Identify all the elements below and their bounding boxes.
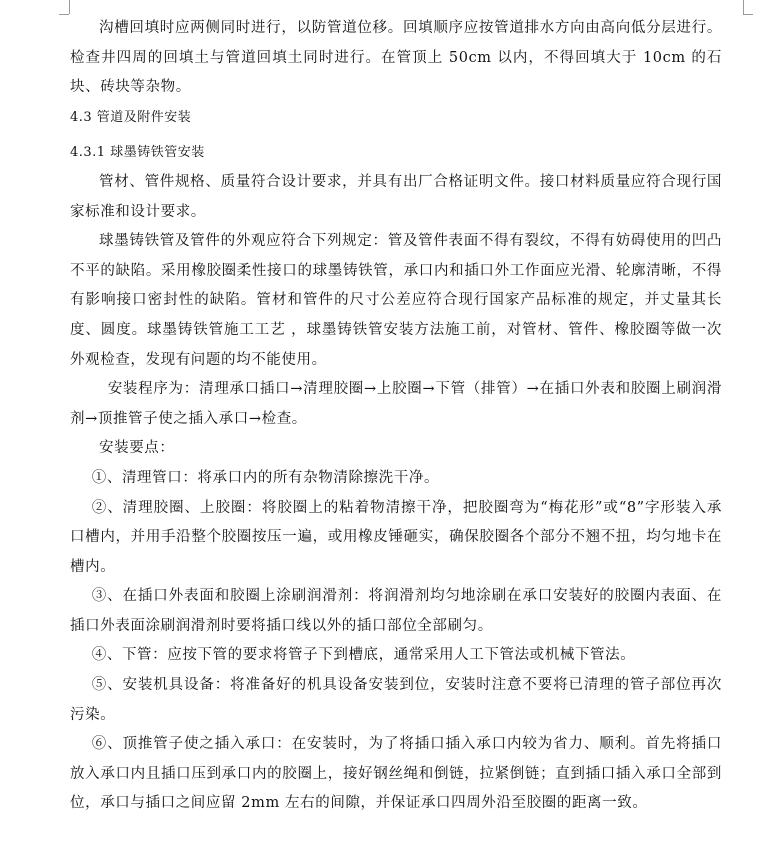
section-heading-4-3-1: 4.3.1 球墨铸铁管安装: [70, 145, 205, 161]
paragraph-appearance: 球墨铸铁管及管件的外观应符合下列规定：管及管件表面不得有裂纹，不得有妨碍使用的凹凸不平的缺陷。采用橡胶圈柔性接口的球墨铸铁管，承口内和插口外工作面应光滑、轮廓清晰，不得有影响接口密封性的缺陷。管材和管件的尺寸公差应符合现行国家产品标准的规定，并丈量其长度、圆度。球墨铸铁管施工工艺 ，球墨铸铁管安装方法施工前，对管材、管件、橡胶圈等做一次外观检查，发现有问题的均不能使用。: [70, 233, 722, 368]
list-item-3: ③、在插口外表面和胶圈上涂刷润滑剂：将润滑剂均匀地涂刷在承口安装好的胶圈内表面、在插口外表面涂刷润滑剂时要将插口线以外的插口部位全部刷匀。: [70, 588, 722, 634]
margin-corner-mark-left-h: [59, 14, 69, 15]
list-item-4: ④、下管：应按下管的要求将管子下到槽底，通常采用人工下管法或机械下管法。: [91, 647, 636, 664]
list-item-6: ⑥、顶推管子使之插入承口：在安装时，为了将插口插入承口内较为省力、顺利。首先将插口放入承口内且插口压到承口内的胶圈上，接好钢丝绳和倒链，拉紧倒链；直到插口插入承口全部到位，承口与插口之间应留 2mm 左右的间隙，并保证承口四周外沿至胶圈的距离一致。: [70, 736, 722, 812]
paragraph-backfill: 沟槽回填时应两侧同时进行，以防管道位移。回填顺序应按管道排水方向由高向低分层进行。检查井四周的回填土与管道回填土同时进行。在管顶上 50cm 以内，不得回填大于 10cm 的石块、砖块等杂物。: [70, 20, 722, 96]
margin-corner-mark-left: [69, 0, 70, 14]
document-body: [70, 14, 722, 819]
section-heading-4-3: 4.3 管道及附件安装: [70, 109, 192, 125]
margin-corner-mark-right-h: [743, 14, 753, 15]
paragraph-key-points: 安装要点：: [99, 440, 175, 457]
paragraph-materials: 管材、管件规格、质量符合设计要求，并具有出厂合格证明文件。接口材料质量应符合现行国家标准和设计要求。: [70, 173, 722, 220]
paragraph-procedure: 安装程序为：清理承口插口→清理胶圈→上胶圈→下管（排管）→在插口外表和胶圈上刷润滑剂→顶推管子使之插入承口→检查。: [70, 381, 722, 427]
list-item-5: ⑤、安装机具设备：将准备好的机具设备安装到位，安装时注意不要将已清理的管子部位再次污染。: [70, 677, 722, 723]
list-item-2: ②、清理胶圈、上胶圈：将胶圈上的粘着物清擦干净，把胶圈弯为“梅花形”或“8”字形装入承口槽内，并用手沿整个胶圈按压一遍，或用橡皮锤砸实，确保胶圈各个部分不翘不扭，均匀地卡在槽内。: [70, 499, 722, 575]
list-item-1: ①、清理管口：将承口内的所有杂物清除擦洗干净。: [91, 469, 440, 486]
margin-corner-mark-right: [743, 0, 744, 14]
